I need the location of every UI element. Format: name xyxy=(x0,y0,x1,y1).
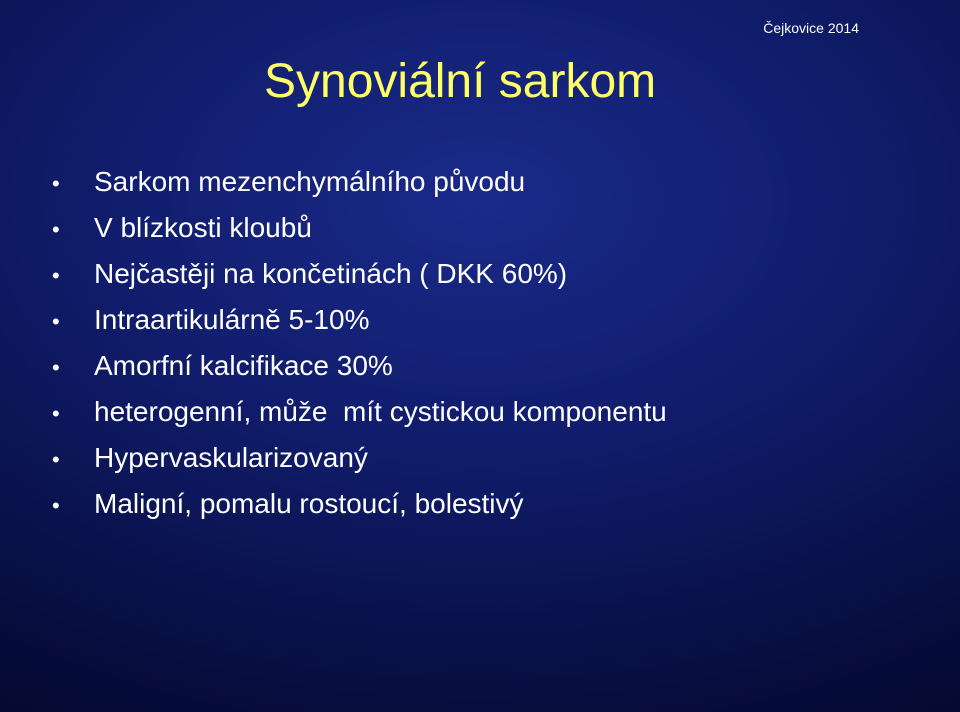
bullet-item xyxy=(52,304,667,350)
bullet-icon: • xyxy=(52,401,60,426)
bullet-item xyxy=(52,166,667,212)
bullet-icon: • xyxy=(52,171,60,196)
bullet-item xyxy=(52,488,667,534)
bullet-text: Amorfní kalcifikace 30% xyxy=(94,350,393,381)
bullet-text: V blízkosti kloubů xyxy=(94,212,312,243)
bullet-list xyxy=(52,166,667,534)
bullet-item xyxy=(52,258,667,304)
bullet-text: heterogenní, může mít cystickou komponentu xyxy=(94,396,667,427)
bullet-icon: • xyxy=(52,263,60,288)
footer-label: Čejkovice 2014 xyxy=(763,20,859,36)
bullet-item xyxy=(52,396,667,442)
bullet-icon: • xyxy=(52,309,60,334)
bullet-text: Sarkom mezenchymálního původu xyxy=(94,166,526,197)
bullet-item xyxy=(52,442,667,488)
bullet-text: Hypervaskularizovaný xyxy=(94,442,368,473)
slide-title: Synoviální sarkom xyxy=(264,55,657,108)
bullet-item xyxy=(52,212,667,258)
bullet-text: Maligní, pomalu rostoucí, bolestivý xyxy=(94,488,524,519)
bullet-icon: • xyxy=(52,355,60,380)
bullet-icon: • xyxy=(52,217,60,242)
bullet-item xyxy=(52,350,667,396)
bullet-icon: • xyxy=(52,493,60,518)
bullet-text: Nejčastěji na končetinách ( DKK 60%) xyxy=(94,258,568,289)
bullet-text: Intraartikulárně 5-10% xyxy=(94,304,370,335)
bullet-icon: • xyxy=(52,447,60,472)
